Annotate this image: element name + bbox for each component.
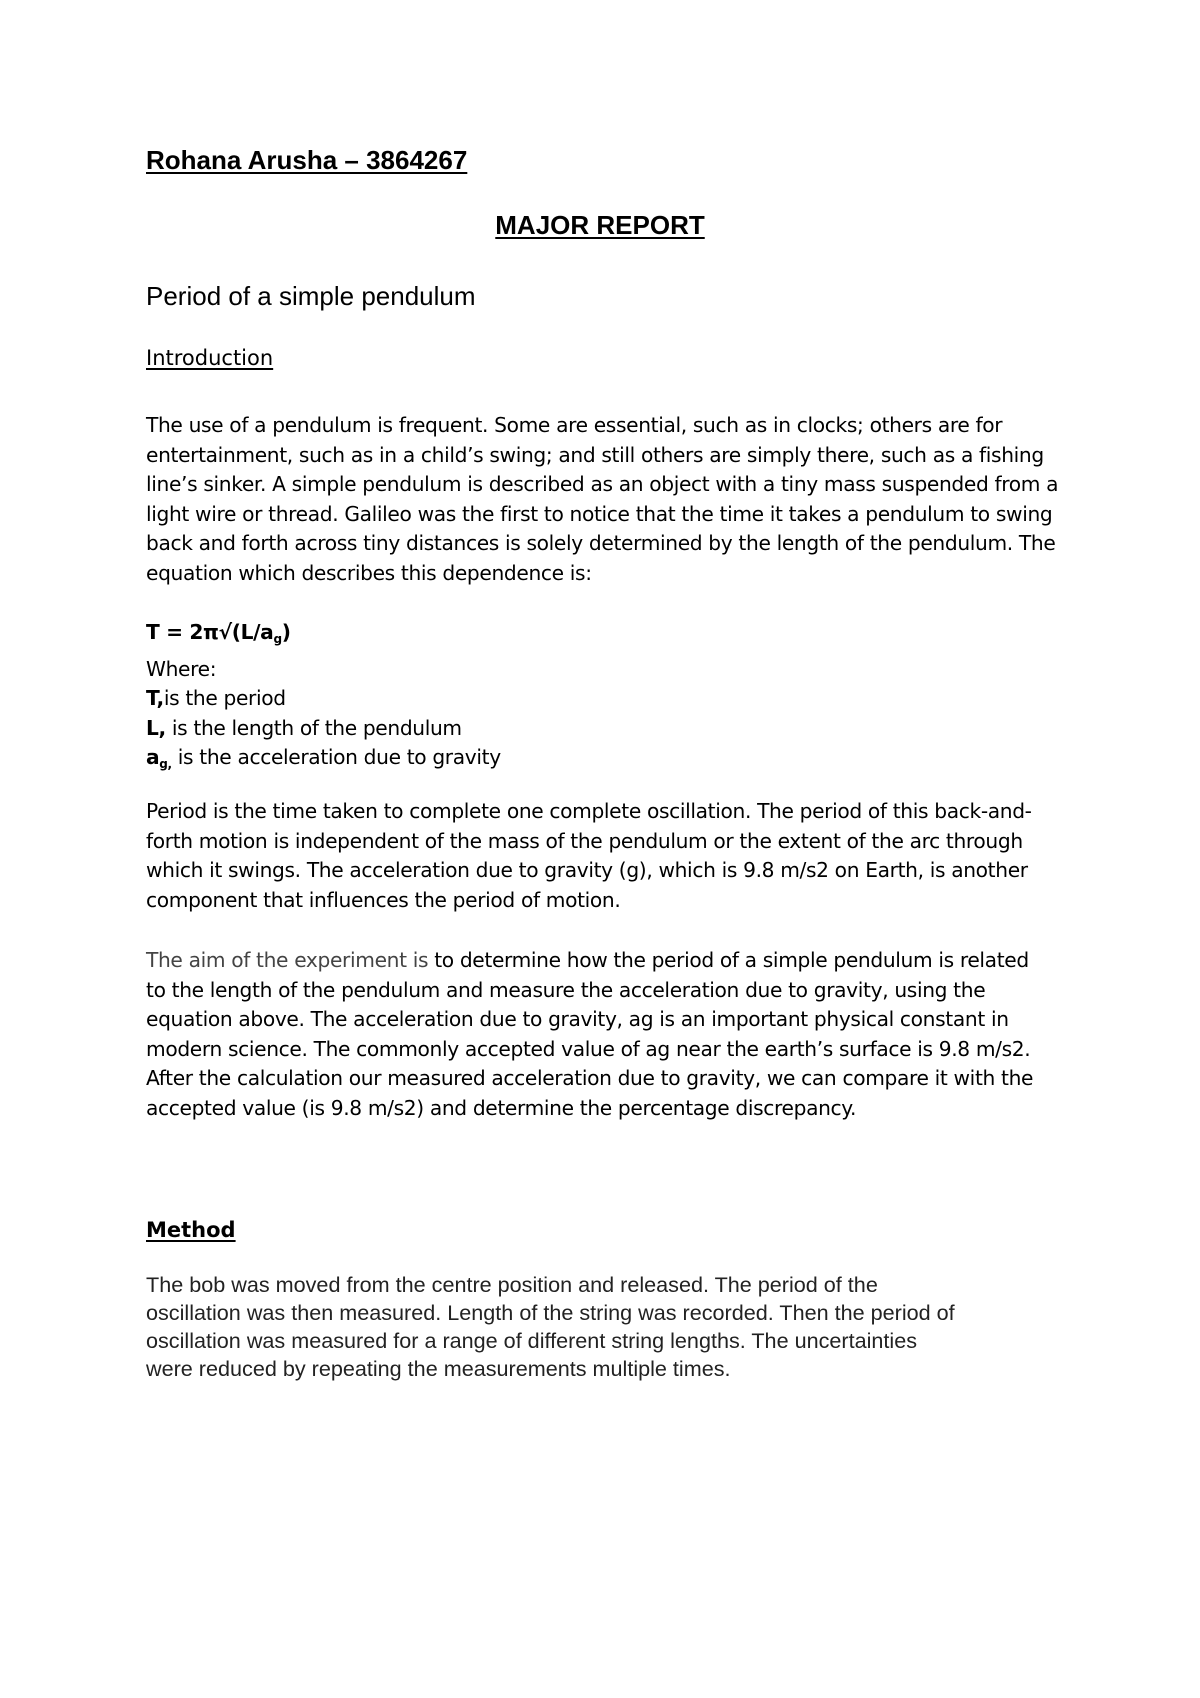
symbol-a-subscript: g, — [159, 757, 172, 772]
paragraph-line: Period is the time taken to complete one complete oscillation. The period of this back-and- — [146, 799, 1032, 823]
method-paragraph — [146, 1271, 955, 1383]
paragraph-line — [146, 946, 1033, 976]
symbol-T: T, — [146, 686, 164, 711]
aim-lead: The aim of the experiment is — [146, 948, 429, 972]
paragraph-line: were reduced by repeating the measurements multiple times. — [146, 1356, 731, 1381]
report-subtitle: Period of a simple pendulum — [146, 281, 476, 311]
definition-period — [146, 684, 501, 714]
definition-text: is the period — [163, 686, 286, 711]
definition-text: is the length of the pendulum — [165, 715, 462, 740]
where-label: Where: — [146, 656, 217, 681]
equation-main: T = 2π√(L/a — [146, 620, 274, 644]
paragraph-line: entertainment, such as in a child’s swing; and still others are simply there, such as a fishing — [146, 442, 1044, 467]
author-line: Rohana Arusha – 3864267 — [146, 145, 468, 175]
symbol-a: a — [146, 745, 160, 770]
aim-paragraph — [146, 946, 1033, 1124]
definition-text: is the acceleration due to gravity — [171, 745, 501, 770]
period-equation — [146, 618, 501, 655]
paragraph-line: oscillation was measured for a range of different string lengths. The uncertainties — [146, 1328, 918, 1353]
paragraph-line: to the length of the pendulum and measure the acceleration due to gravity, using the — [146, 977, 986, 1002]
aim-first-line: to determine how the period of a simple pendulum is related — [428, 948, 1029, 972]
paragraph-line: accepted value (is 9.8 m/s2) and determine the percentage discrepancy. — [146, 1095, 857, 1120]
paragraph-line: After the calculation our measured acceleration due to gravity, we can compare it with the — [146, 1066, 1034, 1091]
paragraph-line: equation above. The acceleration due to gravity, ag is an important physical constant in — [146, 1007, 1009, 1032]
paragraph-line: light wire or thread. Galileo was the first to notice that the time it takes a pendulum to swing — [146, 501, 1053, 526]
report-title: MAJOR REPORT — [495, 210, 705, 240]
paragraph-line: which it swings. The acceleration due to gravity (g), which is 9.8 m/s2 on Earth, is another — [146, 858, 1028, 883]
paragraph-line: The bob was moved from the centre position and released. The period of the — [146, 1272, 878, 1297]
paragraph-line: component that influences the period of motion. — [146, 887, 621, 912]
symbol-L: L, — [146, 715, 166, 740]
paragraph-line: modern science. The commonly accepted value of ag near the earth’s surface is 9.8 m/s2. — [146, 1036, 1031, 1061]
paragraph-line: back and forth across tiny distances is solely determined by the length of the pendulum. The — [146, 531, 1056, 556]
definition-gravity — [146, 743, 501, 780]
definition-length — [146, 714, 501, 744]
paragraph-line: forth motion is independent of the mass of the pendulum or the extent of the arc through — [146, 828, 1023, 853]
equation-block — [146, 618, 501, 780]
paragraph-line: line’s sinker. A simple pendulum is described as an object with a tiny mass suspended from a — [146, 472, 1059, 497]
paragraph-line: equation which describes this dependence is: — [146, 560, 592, 585]
period-paragraph — [146, 797, 1032, 915]
equation-close: ) — [281, 620, 291, 644]
introduction-heading: Introduction — [146, 346, 274, 370]
method-heading: Method — [146, 1218, 236, 1242]
paragraph-line: The use of a pendulum is frequent. Some are essential, such as in clocks; others are for — [146, 413, 1003, 437]
introduction-paragraph — [146, 411, 1058, 589]
paragraph-line: oscillation was then measured. Length of the string was recorded. Then the period of — [146, 1300, 955, 1325]
equation-subscript: g — [273, 632, 282, 646]
